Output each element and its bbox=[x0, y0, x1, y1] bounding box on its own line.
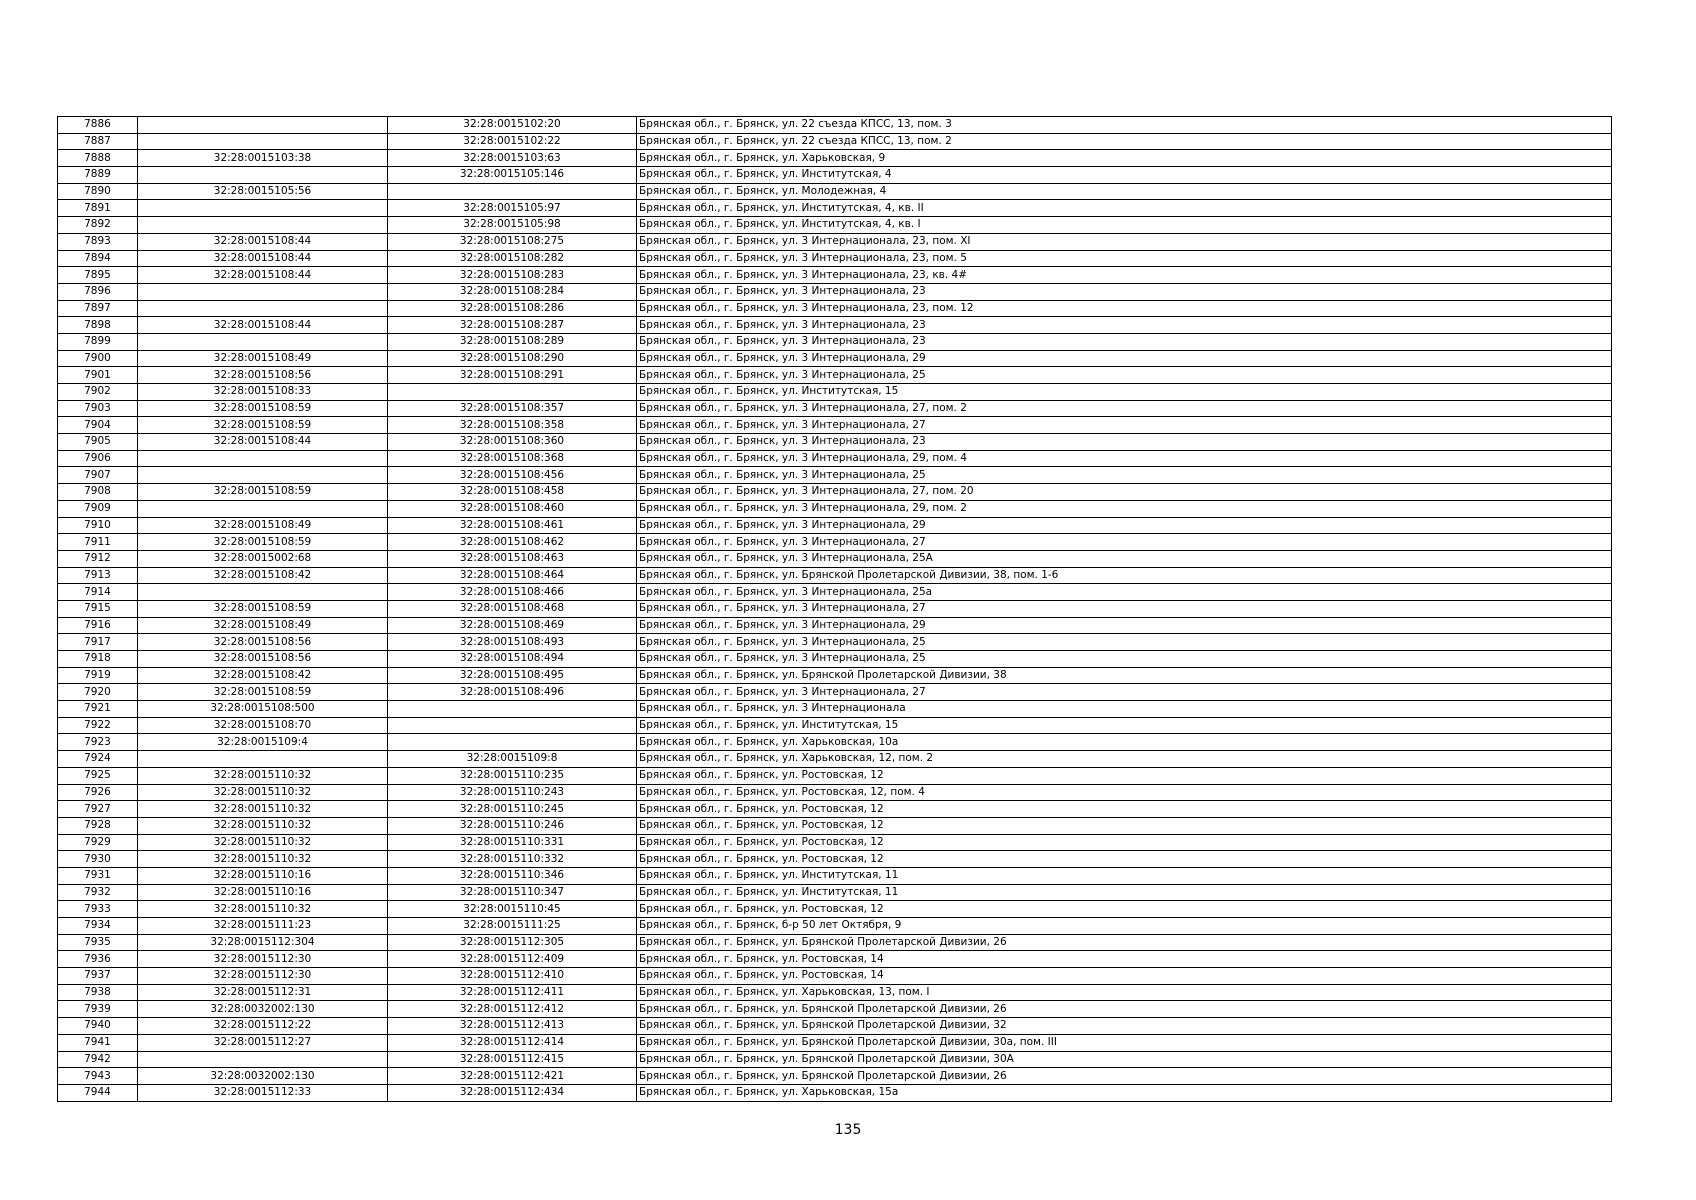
cadastral-number-cell: 32:28:0015111:25 bbox=[388, 918, 637, 935]
cadastral-number-cell: 32:28:0015108:464 bbox=[388, 567, 637, 584]
parent-cadastral-number-cell: 32:28:0015112:22 bbox=[138, 1018, 388, 1035]
table-row bbox=[58, 467, 1612, 484]
cadastral-number-cell: 32:28:0015112:412 bbox=[388, 1001, 637, 1018]
address-cell: Брянская обл., г. Брянск, ул. Ростовская, 12 bbox=[637, 767, 1612, 784]
cadastral-number-cell: 32:28:0015112:421 bbox=[388, 1068, 637, 1085]
address-cell: Брянская обл., г. Брянск, ул. Ростовская, 14 bbox=[637, 968, 1612, 985]
table-row bbox=[58, 1068, 1612, 1085]
row-number-cell: 7901 bbox=[58, 367, 138, 384]
table-row bbox=[58, 817, 1612, 834]
parent-cadastral-number-cell: 32:28:0015108:49 bbox=[138, 350, 388, 367]
table-row bbox=[58, 801, 1612, 818]
address-cell: Брянская обл., г. Брянск, ул. 3 Интернационала, 27, пом. 2 bbox=[637, 400, 1612, 417]
cadastral-number-cell: 32:28:0015112:415 bbox=[388, 1051, 637, 1068]
cadastral-number-cell: 32:28:0015108:468 bbox=[388, 600, 637, 617]
row-number-cell: 7931 bbox=[58, 867, 138, 884]
table-row bbox=[58, 484, 1612, 501]
table-row bbox=[58, 350, 1612, 367]
address-cell: Брянская обл., г. Брянск, ул. 3 Интернационала, 27 bbox=[637, 600, 1612, 617]
row-number-cell: 7936 bbox=[58, 951, 138, 968]
cadastral-number-cell: 32:28:0015108:462 bbox=[388, 534, 637, 551]
table-row bbox=[58, 250, 1612, 267]
cadastral-number-cell: 32:28:0015112:411 bbox=[388, 984, 637, 1001]
row-number-cell: 7910 bbox=[58, 517, 138, 534]
table-row bbox=[58, 684, 1612, 701]
parent-cadastral-number-cell: 32:28:0015103:38 bbox=[138, 150, 388, 167]
address-cell: Брянская обл., г. Брянск, ул. Институтская, 4 bbox=[637, 167, 1612, 184]
address-cell: Брянская обл., г. Брянск, ул. 3 Интернационала, 29 bbox=[637, 350, 1612, 367]
cadastral-number-cell: 32:28:0015112:410 bbox=[388, 968, 637, 985]
address-cell: Брянская обл., г. Брянск, ул. Харьковская, 9 bbox=[637, 150, 1612, 167]
address-cell: Брянская обл., г. Брянск, б-р 50 лет Октября, 9 bbox=[637, 918, 1612, 935]
parent-cadastral-number-cell bbox=[138, 467, 388, 484]
row-number-cell: 7915 bbox=[58, 600, 138, 617]
row-number-cell: 7926 bbox=[58, 784, 138, 801]
cadastral-number-cell: 32:28:0015110:243 bbox=[388, 784, 637, 801]
cadastral-number-cell: 32:28:0015112:305 bbox=[388, 934, 637, 951]
address-cell: Брянская обл., г. Брянск, ул. Ростовская, 12 bbox=[637, 834, 1612, 851]
row-number-cell: 7941 bbox=[58, 1034, 138, 1051]
cadastral-number-cell: 32:28:0015108:469 bbox=[388, 617, 637, 634]
table-row bbox=[58, 300, 1612, 317]
parent-cadastral-number-cell: 32:28:0015110:32 bbox=[138, 801, 388, 818]
registry-table bbox=[57, 116, 1612, 1102]
address-cell: Брянская обл., г. Брянск, ул. 3 Интернационала, 23, пом. 12 bbox=[637, 300, 1612, 317]
address-cell: Брянская обл., г. Брянск, ул. 22 съезда КПСС, 13, пом. 3 bbox=[637, 117, 1612, 134]
parent-cadastral-number-cell: 32:28:0015110:32 bbox=[138, 767, 388, 784]
address-cell: Брянская обл., г. Брянск, ул. 3 Интернационала, 23, пом. 5 bbox=[637, 250, 1612, 267]
table-row bbox=[58, 584, 1612, 601]
table-row bbox=[58, 517, 1612, 534]
cadastral-number-cell: 32:28:0015110:245 bbox=[388, 801, 637, 818]
row-number-cell: 7894 bbox=[58, 250, 138, 267]
address-cell: Брянская обл., г. Брянск, ул. Институтская, 4, кв. II bbox=[637, 200, 1612, 217]
address-cell: Брянская обл., г. Брянск, ул. Институтская, 15 bbox=[637, 384, 1612, 401]
row-number-cell: 7907 bbox=[58, 467, 138, 484]
parent-cadastral-number-cell: 32:28:0015111:23 bbox=[138, 918, 388, 935]
cadastral-number-cell: 32:28:0015110:235 bbox=[388, 767, 637, 784]
cadastral-number-cell: 32:28:0015108:291 bbox=[388, 367, 637, 384]
address-cell: Брянская обл., г. Брянск, ул. Ростовская, 12 bbox=[637, 851, 1612, 868]
parent-cadastral-number-cell: 32:28:0015108:500 bbox=[138, 701, 388, 718]
table-row bbox=[58, 901, 1612, 918]
row-number-cell: 7903 bbox=[58, 400, 138, 417]
table-row bbox=[58, 283, 1612, 300]
parent-cadastral-number-cell bbox=[138, 217, 388, 234]
address-cell: Брянская обл., г. Брянск, ул. Харьковская, 10а bbox=[637, 734, 1612, 751]
page-number: 135 bbox=[834, 1122, 862, 1138]
row-number-cell: 7911 bbox=[58, 534, 138, 551]
row-number-cell: 7916 bbox=[58, 617, 138, 634]
parent-cadastral-number-cell: 32:28:0015110:32 bbox=[138, 851, 388, 868]
cadastral-number-cell: 32:28:0015110:332 bbox=[388, 851, 637, 868]
cadastral-number-cell: 32:28:0015103:63 bbox=[388, 150, 637, 167]
table-row bbox=[58, 450, 1612, 467]
cadastral-number-cell: 32:28:0015108:283 bbox=[388, 267, 637, 284]
parent-cadastral-number-cell bbox=[138, 117, 388, 134]
table-row bbox=[58, 1018, 1612, 1035]
address-cell: Брянская обл., г. Брянск, ул. Брянской Пролетарской Дивизии, 38, пом. 1-6 bbox=[637, 567, 1612, 584]
table-row bbox=[58, 1084, 1612, 1101]
cadastral-number-cell bbox=[388, 384, 637, 401]
parent-cadastral-number-cell: 32:28:0015108:59 bbox=[138, 484, 388, 501]
row-number-cell: 7927 bbox=[58, 801, 138, 818]
address-cell: Брянская обл., г. Брянск, ул. 3 Интернационала, 25 bbox=[637, 367, 1612, 384]
table-row bbox=[58, 1034, 1612, 1051]
row-number-cell: 7906 bbox=[58, 450, 138, 467]
address-cell: Брянская обл., г. Брянск, ул. 3 Интернационала, 29, пом. 4 bbox=[637, 450, 1612, 467]
cadastral-number-cell: 32:28:0015112:434 bbox=[388, 1084, 637, 1101]
table-row bbox=[58, 617, 1612, 634]
row-number-cell: 7899 bbox=[58, 333, 138, 350]
row-number-cell: 7923 bbox=[58, 734, 138, 751]
parent-cadastral-number-cell: 32:28:0015105:56 bbox=[138, 183, 388, 200]
cadastral-number-cell: 32:28:0015112:413 bbox=[388, 1018, 637, 1035]
address-cell: Брянская обл., г. Брянск, ул. Харьковская, 15а bbox=[637, 1084, 1612, 1101]
cadastral-number-cell: 32:28:0015108:494 bbox=[388, 651, 637, 668]
row-number-cell: 7930 bbox=[58, 851, 138, 868]
address-cell: Брянская обл., г. Брянск, ул. Харьковская, 12, пом. 2 bbox=[637, 751, 1612, 768]
parent-cadastral-number-cell: 32:28:0015108:44 bbox=[138, 267, 388, 284]
address-cell: Брянская обл., г. Брянск, ул. 3 Интернационала, 27 bbox=[637, 534, 1612, 551]
cadastral-number-cell: 32:28:0015110:45 bbox=[388, 901, 637, 918]
row-number-cell: 7900 bbox=[58, 350, 138, 367]
cadastral-number-cell: 32:28:0015110:331 bbox=[388, 834, 637, 851]
parent-cadastral-number-cell: 32:28:0015108:44 bbox=[138, 434, 388, 451]
row-number-cell: 7895 bbox=[58, 267, 138, 284]
row-number-cell: 7918 bbox=[58, 651, 138, 668]
table-row bbox=[58, 667, 1612, 684]
table-row bbox=[58, 567, 1612, 584]
cadastral-number-cell: 32:28:0015112:409 bbox=[388, 951, 637, 968]
parent-cadastral-number-cell bbox=[138, 300, 388, 317]
row-number-cell: 7892 bbox=[58, 217, 138, 234]
address-cell: Брянская обл., г. Брянск, ул. Брянской Пролетарской Дивизии, 30А bbox=[637, 1051, 1612, 1068]
parent-cadastral-number-cell: 32:28:0015112:27 bbox=[138, 1034, 388, 1051]
row-number-cell: 7944 bbox=[58, 1084, 138, 1101]
cadastral-number-cell: 32:28:0015108:495 bbox=[388, 667, 637, 684]
table-row bbox=[58, 400, 1612, 417]
row-number-cell: 7929 bbox=[58, 834, 138, 851]
cadastral-number-cell: 32:28:0015108:456 bbox=[388, 467, 637, 484]
parent-cadastral-number-cell: 32:28:0015110:16 bbox=[138, 884, 388, 901]
parent-cadastral-number-cell: 32:28:0015108:70 bbox=[138, 717, 388, 734]
table-row bbox=[58, 651, 1612, 668]
address-cell: Брянская обл., г. Брянск, ул. Брянской Пролетарской Дивизии, 26 bbox=[637, 934, 1612, 951]
cadastral-number-cell: 32:28:0015108:358 bbox=[388, 417, 637, 434]
address-cell: Брянская обл., г. Брянск, ул. 3 Интернационала bbox=[637, 701, 1612, 718]
cadastral-number-cell: 32:28:0015108:493 bbox=[388, 634, 637, 651]
address-cell: Брянская обл., г. Брянск, ул. 3 Интернационала, 29 bbox=[637, 517, 1612, 534]
parent-cadastral-number-cell bbox=[138, 500, 388, 517]
address-cell: Брянская обл., г. Брянск, ул. 3 Интернационала, 23, пом. XI bbox=[637, 233, 1612, 250]
parent-cadastral-number-cell: 32:28:0015108:33 bbox=[138, 384, 388, 401]
address-cell: Брянская обл., г. Брянск, ул. Брянской Пролетарской Дивизии, 32 bbox=[637, 1018, 1612, 1035]
table-row bbox=[58, 417, 1612, 434]
cadastral-number-cell: 32:28:0015108:360 bbox=[388, 434, 637, 451]
table-row bbox=[58, 434, 1612, 451]
table-row bbox=[58, 1051, 1612, 1068]
parent-cadastral-number-cell: 32:28:0032002:130 bbox=[138, 1001, 388, 1018]
row-number-cell: 7939 bbox=[58, 1001, 138, 1018]
cadastral-number-cell: 32:28:0015108:458 bbox=[388, 484, 637, 501]
table-row bbox=[58, 984, 1612, 1001]
cadastral-number-cell: 32:28:0015108:284 bbox=[388, 283, 637, 300]
address-cell: Брянская обл., г. Брянск, ул. 3 Интернационала, 23, кв. 4# bbox=[637, 267, 1612, 284]
cadastral-number-cell bbox=[388, 717, 637, 734]
parent-cadastral-number-cell: 32:28:0015108:59 bbox=[138, 417, 388, 434]
table-row bbox=[58, 534, 1612, 551]
address-cell: Брянская обл., г. Брянск, ул. Харьковская, 13, пом. I bbox=[637, 984, 1612, 1001]
row-number-cell: 7938 bbox=[58, 984, 138, 1001]
row-number-cell: 7932 bbox=[58, 884, 138, 901]
table-row bbox=[58, 717, 1612, 734]
table-row bbox=[58, 267, 1612, 284]
address-cell: Брянская обл., г. Брянск, ул. 3 Интернационала, 25А bbox=[637, 550, 1612, 567]
table-row bbox=[58, 200, 1612, 217]
address-cell: Брянская обл., г. Брянск, ул. Институтская, 11 bbox=[637, 867, 1612, 884]
parent-cadastral-number-cell bbox=[138, 751, 388, 768]
table-row bbox=[58, 233, 1612, 250]
cadastral-number-cell: 32:28:0015108:463 bbox=[388, 550, 637, 567]
row-number-cell: 7943 bbox=[58, 1068, 138, 1085]
address-cell: Брянская обл., г. Брянск, ул. Ростовская, 12 bbox=[637, 901, 1612, 918]
row-number-cell: 7921 bbox=[58, 701, 138, 718]
cadastral-number-cell: 32:28:0015109:8 bbox=[388, 751, 637, 768]
address-cell: Брянская обл., г. Брянск, ул. 3 Интернационала, 27 bbox=[637, 684, 1612, 701]
parent-cadastral-number-cell: 32:28:0015109:4 bbox=[138, 734, 388, 751]
address-cell: Брянская обл., г. Брянск, ул. 3 Интернационала, 23 bbox=[637, 317, 1612, 334]
row-number-cell: 7934 bbox=[58, 918, 138, 935]
parent-cadastral-number-cell: 32:28:0015108:59 bbox=[138, 534, 388, 551]
cadastral-number-cell bbox=[388, 734, 637, 751]
parent-cadastral-number-cell bbox=[138, 200, 388, 217]
cadastral-number-cell: 32:28:0015112:414 bbox=[388, 1034, 637, 1051]
table-row bbox=[58, 634, 1612, 651]
parent-cadastral-number-cell: 32:28:0015108:49 bbox=[138, 517, 388, 534]
table-row bbox=[58, 384, 1612, 401]
parent-cadastral-number-cell bbox=[138, 1051, 388, 1068]
registry-table-body bbox=[58, 117, 1612, 1102]
row-number-cell: 7902 bbox=[58, 384, 138, 401]
table-row bbox=[58, 867, 1612, 884]
table-row bbox=[58, 751, 1612, 768]
address-cell: Брянская обл., г. Брянск, ул. Институтская, 15 bbox=[637, 717, 1612, 734]
row-number-cell: 7888 bbox=[58, 150, 138, 167]
address-cell: Брянская обл., г. Брянск, ул. Молодежная, 4 bbox=[637, 183, 1612, 200]
address-cell: Брянская обл., г. Брянск, ул. 22 съезда КПСС, 13, пом. 2 bbox=[637, 133, 1612, 150]
address-cell: Брянская обл., г. Брянск, ул. Брянской Пролетарской Дивизии, 30а, пом. III bbox=[637, 1034, 1612, 1051]
table-row bbox=[58, 133, 1612, 150]
row-number-cell: 7933 bbox=[58, 901, 138, 918]
row-number-cell: 7909 bbox=[58, 500, 138, 517]
cadastral-number-cell: 32:28:0015110:347 bbox=[388, 884, 637, 901]
row-number-cell: 7937 bbox=[58, 968, 138, 985]
table-row bbox=[58, 317, 1612, 334]
address-cell: Брянская обл., г. Брянск, ул. 3 Интернационала, 25а bbox=[637, 584, 1612, 601]
table-row bbox=[58, 550, 1612, 567]
row-number-cell: 7935 bbox=[58, 934, 138, 951]
row-number-cell: 7904 bbox=[58, 417, 138, 434]
table-row bbox=[58, 333, 1612, 350]
cadastral-number-cell: 32:28:0015105:97 bbox=[388, 200, 637, 217]
table-row bbox=[58, 767, 1612, 784]
parent-cadastral-number-cell bbox=[138, 450, 388, 467]
parent-cadastral-number-cell: 32:28:0015110:16 bbox=[138, 867, 388, 884]
cadastral-number-cell: 32:28:0015108:282 bbox=[388, 250, 637, 267]
parent-cadastral-number-cell: 32:28:0015110:32 bbox=[138, 834, 388, 851]
address-cell: Брянская обл., г. Брянск, ул. 3 Интернационала, 23 bbox=[637, 283, 1612, 300]
parent-cadastral-number-cell: 32:28:0015112:30 bbox=[138, 951, 388, 968]
row-number-cell: 7905 bbox=[58, 434, 138, 451]
row-number-cell: 7912 bbox=[58, 550, 138, 567]
table-row bbox=[58, 183, 1612, 200]
cadastral-number-cell bbox=[388, 701, 637, 718]
row-number-cell: 7925 bbox=[58, 767, 138, 784]
table-row bbox=[58, 934, 1612, 951]
cadastral-number-cell: 32:28:0015110:346 bbox=[388, 867, 637, 884]
row-number-cell: 7896 bbox=[58, 283, 138, 300]
cadastral-number-cell: 32:28:0015108:496 bbox=[388, 684, 637, 701]
table-row bbox=[58, 1001, 1612, 1018]
address-cell: Брянская обл., г. Брянск, ул. Ростовская, 12 bbox=[637, 817, 1612, 834]
parent-cadastral-number-cell bbox=[138, 283, 388, 300]
parent-cadastral-number-cell: 32:28:0015108:59 bbox=[138, 400, 388, 417]
parent-cadastral-number-cell bbox=[138, 333, 388, 350]
parent-cadastral-number-cell: 32:28:0015110:32 bbox=[138, 817, 388, 834]
parent-cadastral-number-cell bbox=[138, 167, 388, 184]
address-cell: Брянская обл., г. Брянск, ул. Ростовская, 12, пом. 4 bbox=[637, 784, 1612, 801]
parent-cadastral-number-cell bbox=[138, 584, 388, 601]
parent-cadastral-number-cell: 32:28:0015112:33 bbox=[138, 1084, 388, 1101]
parent-cadastral-number-cell bbox=[138, 133, 388, 150]
table-row bbox=[58, 884, 1612, 901]
cadastral-number-cell: 32:28:0015105:98 bbox=[388, 217, 637, 234]
address-cell: Брянская обл., г. Брянск, ул. 3 Интернационала, 27, пом. 20 bbox=[637, 484, 1612, 501]
address-cell: Брянская обл., г. Брянск, ул. 3 Интернационала, 25 bbox=[637, 467, 1612, 484]
row-number-cell: 7889 bbox=[58, 167, 138, 184]
cadastral-number-cell: 32:28:0015110:246 bbox=[388, 817, 637, 834]
parent-cadastral-number-cell: 32:28:0015108:56 bbox=[138, 367, 388, 384]
parent-cadastral-number-cell: 32:28:0015108:42 bbox=[138, 567, 388, 584]
cadastral-number-cell bbox=[388, 183, 637, 200]
cadastral-number-cell: 32:28:0015108:466 bbox=[388, 584, 637, 601]
table-row bbox=[58, 784, 1612, 801]
address-cell: Брянская обл., г. Брянск, ул. 3 Интернационала, 29, пом. 2 bbox=[637, 500, 1612, 517]
address-cell: Брянская обл., г. Брянск, ул. 3 Интернационала, 23 bbox=[637, 333, 1612, 350]
table-row bbox=[58, 367, 1612, 384]
cadastral-number-cell: 32:28:0015108:460 bbox=[388, 500, 637, 517]
cadastral-number-cell: 32:28:0015108:368 bbox=[388, 450, 637, 467]
address-cell: Брянская обл., г. Брянск, ул. Брянской Пролетарской Дивизии, 38 bbox=[637, 667, 1612, 684]
cadastral-number-cell: 32:28:0015102:22 bbox=[388, 133, 637, 150]
row-number-cell: 7898 bbox=[58, 317, 138, 334]
parent-cadastral-number-cell: 32:28:0015002:68 bbox=[138, 550, 388, 567]
table-row bbox=[58, 968, 1612, 985]
cadastral-number-cell: 32:28:0015108:275 bbox=[388, 233, 637, 250]
parent-cadastral-number-cell: 32:28:0015112:31 bbox=[138, 984, 388, 1001]
parent-cadastral-number-cell: 32:28:0032002:130 bbox=[138, 1068, 388, 1085]
row-number-cell: 7897 bbox=[58, 300, 138, 317]
cadastral-number-cell: 32:28:0015108:290 bbox=[388, 350, 637, 367]
parent-cadastral-number-cell: 32:28:0015108:59 bbox=[138, 684, 388, 701]
address-cell: Брянская обл., г. Брянск, ул. 3 Интернационала, 27 bbox=[637, 417, 1612, 434]
parent-cadastral-number-cell: 32:28:0015110:32 bbox=[138, 784, 388, 801]
address-cell: Брянская обл., г. Брянск, ул. Институтская, 4, кв. I bbox=[637, 217, 1612, 234]
row-number-cell: 7942 bbox=[58, 1051, 138, 1068]
table-row bbox=[58, 150, 1612, 167]
parent-cadastral-number-cell: 32:28:0015108:56 bbox=[138, 651, 388, 668]
address-cell: Брянская обл., г. Брянск, ул. Ростовская, 12 bbox=[637, 801, 1612, 818]
cadastral-number-cell: 32:28:0015108:357 bbox=[388, 400, 637, 417]
parent-cadastral-number-cell: 32:28:0015112:30 bbox=[138, 968, 388, 985]
row-number-cell: 7893 bbox=[58, 233, 138, 250]
table-row bbox=[58, 500, 1612, 517]
row-number-cell: 7886 bbox=[58, 117, 138, 134]
row-number-cell: 7917 bbox=[58, 634, 138, 651]
address-cell: Брянская обл., г. Брянск, ул. Брянской Пролетарской Дивизии, 26 bbox=[637, 1068, 1612, 1085]
cadastral-number-cell: 32:28:0015102:20 bbox=[388, 117, 637, 134]
cadastral-number-cell: 32:28:0015108:287 bbox=[388, 317, 637, 334]
table-row bbox=[58, 734, 1612, 751]
table-row bbox=[58, 117, 1612, 134]
table-row bbox=[58, 600, 1612, 617]
table-row bbox=[58, 918, 1612, 935]
cadastral-number-cell: 32:28:0015108:289 bbox=[388, 333, 637, 350]
parent-cadastral-number-cell: 32:28:0015108:49 bbox=[138, 617, 388, 634]
parent-cadastral-number-cell: 32:28:0015108:44 bbox=[138, 233, 388, 250]
parent-cadastral-number-cell: 32:28:0015108:42 bbox=[138, 667, 388, 684]
parent-cadastral-number-cell: 32:28:0015112:304 bbox=[138, 934, 388, 951]
table-row bbox=[58, 851, 1612, 868]
table-row bbox=[58, 701, 1612, 718]
row-number-cell: 7887 bbox=[58, 133, 138, 150]
row-number-cell: 7922 bbox=[58, 717, 138, 734]
parent-cadastral-number-cell: 32:28:0015110:32 bbox=[138, 901, 388, 918]
row-number-cell: 7890 bbox=[58, 183, 138, 200]
address-cell: Брянская обл., г. Брянск, ул. 3 Интернационала, 25 bbox=[637, 651, 1612, 668]
cadastral-number-cell: 32:28:0015105:146 bbox=[388, 167, 637, 184]
row-number-cell: 7924 bbox=[58, 751, 138, 768]
row-number-cell: 7920 bbox=[58, 684, 138, 701]
address-cell: Брянская обл., г. Брянск, ул. 3 Интернационала, 25 bbox=[637, 634, 1612, 651]
address-cell: Брянская обл., г. Брянск, ул. Ростовская, 14 bbox=[637, 951, 1612, 968]
table-row bbox=[58, 951, 1612, 968]
address-cell: Брянская обл., г. Брянск, ул. Институтская, 11 bbox=[637, 884, 1612, 901]
address-cell: Брянская обл., г. Брянск, ул. 3 Интернационала, 23 bbox=[637, 434, 1612, 451]
cadastral-number-cell: 32:28:0015108:461 bbox=[388, 517, 637, 534]
address-cell: Брянская обл., г. Брянск, ул. Брянской Пролетарской Дивизии, 26 bbox=[637, 1001, 1612, 1018]
row-number-cell: 7913 bbox=[58, 567, 138, 584]
table-row bbox=[58, 217, 1612, 234]
parent-cadastral-number-cell: 32:28:0015108:44 bbox=[138, 250, 388, 267]
row-number-cell: 7919 bbox=[58, 667, 138, 684]
parent-cadastral-number-cell: 32:28:0015108:44 bbox=[138, 317, 388, 334]
row-number-cell: 7914 bbox=[58, 584, 138, 601]
address-cell: Брянская обл., г. Брянск, ул. 3 Интернационала, 29 bbox=[637, 617, 1612, 634]
parent-cadastral-number-cell: 32:28:0015108:56 bbox=[138, 634, 388, 651]
row-number-cell: 7891 bbox=[58, 200, 138, 217]
row-number-cell: 7940 bbox=[58, 1018, 138, 1035]
table-row bbox=[58, 167, 1612, 184]
parent-cadastral-number-cell: 32:28:0015108:59 bbox=[138, 600, 388, 617]
cadastral-number-cell: 32:28:0015108:286 bbox=[388, 300, 637, 317]
row-number-cell: 7908 bbox=[58, 484, 138, 501]
row-number-cell: 7928 bbox=[58, 817, 138, 834]
table-row bbox=[58, 834, 1612, 851]
